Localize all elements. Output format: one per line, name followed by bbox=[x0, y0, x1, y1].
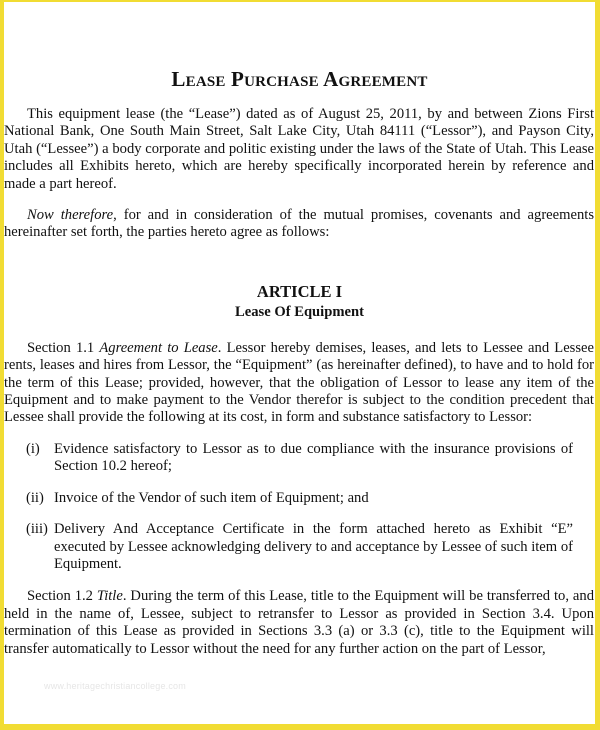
condition-text: Invoice of the Vendor of such item of Equipment; and bbox=[54, 489, 369, 506]
intro-paragraph: This equipment lease (the “Lease”) dated as of August 25, 2011, by and between Zions First National Bank, One South Main Street, Salt Lake City, Utah 84111 (“Lessor”), and Payson City, Utah (“Lessee”) a body corporate and politic existing under the laws of the State of Utah. This Lease includes all Exhibits hereto, which are hereby specifically incorporated herein by reference and made a part hereof. bbox=[4, 106, 594, 192]
section-1-1-paragraph bbox=[4, 340, 595, 427]
section-1-1-text: . Lessor hereby demises, leases, and lets to Lessee and Lessee rents, leases and hires from Lessor, the “Equipment” (as hereinafter defined), to have and to hold for the term of this Lease; provided, however, that the obligation of Lessor to lease any item of the Equipment and to make payment to the Vendor therefor is subject to the condition precedent that Lessee shall provide the following at its cost, in form and substance satisfactory to Lessor: bbox=[4, 339, 594, 426]
article-subheading: Lease Of Equipment bbox=[235, 303, 364, 320]
document-title: Lease Purchase Agreement bbox=[171, 67, 428, 91]
now-therefore-text: , for and in consideration of the mutual promises, covenants and agreements hereinafter set forth, the parties hereto agree as follows: bbox=[4, 207, 594, 241]
section-1-2-title: Title bbox=[96, 588, 123, 605]
condition-text: Delivery And Acceptance Certificate in the form attached hereto as Exhibit “E” executed by Lessee acknowledging delivery to and acceptance by Lessee of such item of Equipment. bbox=[54, 521, 573, 572]
now-therefore-lead: Now therefore bbox=[27, 207, 114, 224]
section-1-2-paragraph bbox=[4, 588, 595, 658]
article-heading: ARTICLE I bbox=[256, 281, 343, 301]
section-1-2-label: Section 1.2 bbox=[27, 588, 97, 605]
condition-item bbox=[4, 441, 595, 476]
watermark-text: www.heritagechristiancollege.com bbox=[44, 681, 186, 691]
condition-text: Evidence satisfactory to Lessor as to due compliance with the insurance provisions of Section 10.2 hereof; bbox=[54, 440, 573, 475]
section-1-1-title: Agreement to Lease bbox=[99, 339, 218, 356]
condition-number: (i) bbox=[26, 440, 40, 457]
section-1-1-label: Section 1.1 bbox=[27, 339, 100, 356]
section-1-2-text: . During the term of this Lease, title to the Equipment will be transferred to, and held in the name of, Lessee, subject to retransfer to Lessor as provided in Section 3.4. Upon termination of this Lease as provided in Sections 3.3 (a) or 3.3 (c), title to the Equipment will transfer automatically to Lessor without the need for any further action on the part of Lessor, bbox=[4, 588, 594, 657]
now-therefore-paragraph bbox=[4, 207, 595, 242]
condition-number: (iii) bbox=[26, 521, 48, 538]
document-page bbox=[4, 2, 595, 724]
condition-item bbox=[4, 521, 595, 573]
document-body bbox=[4, 66, 595, 658]
condition-number: (ii) bbox=[26, 489, 44, 506]
condition-item bbox=[4, 490, 595, 507]
